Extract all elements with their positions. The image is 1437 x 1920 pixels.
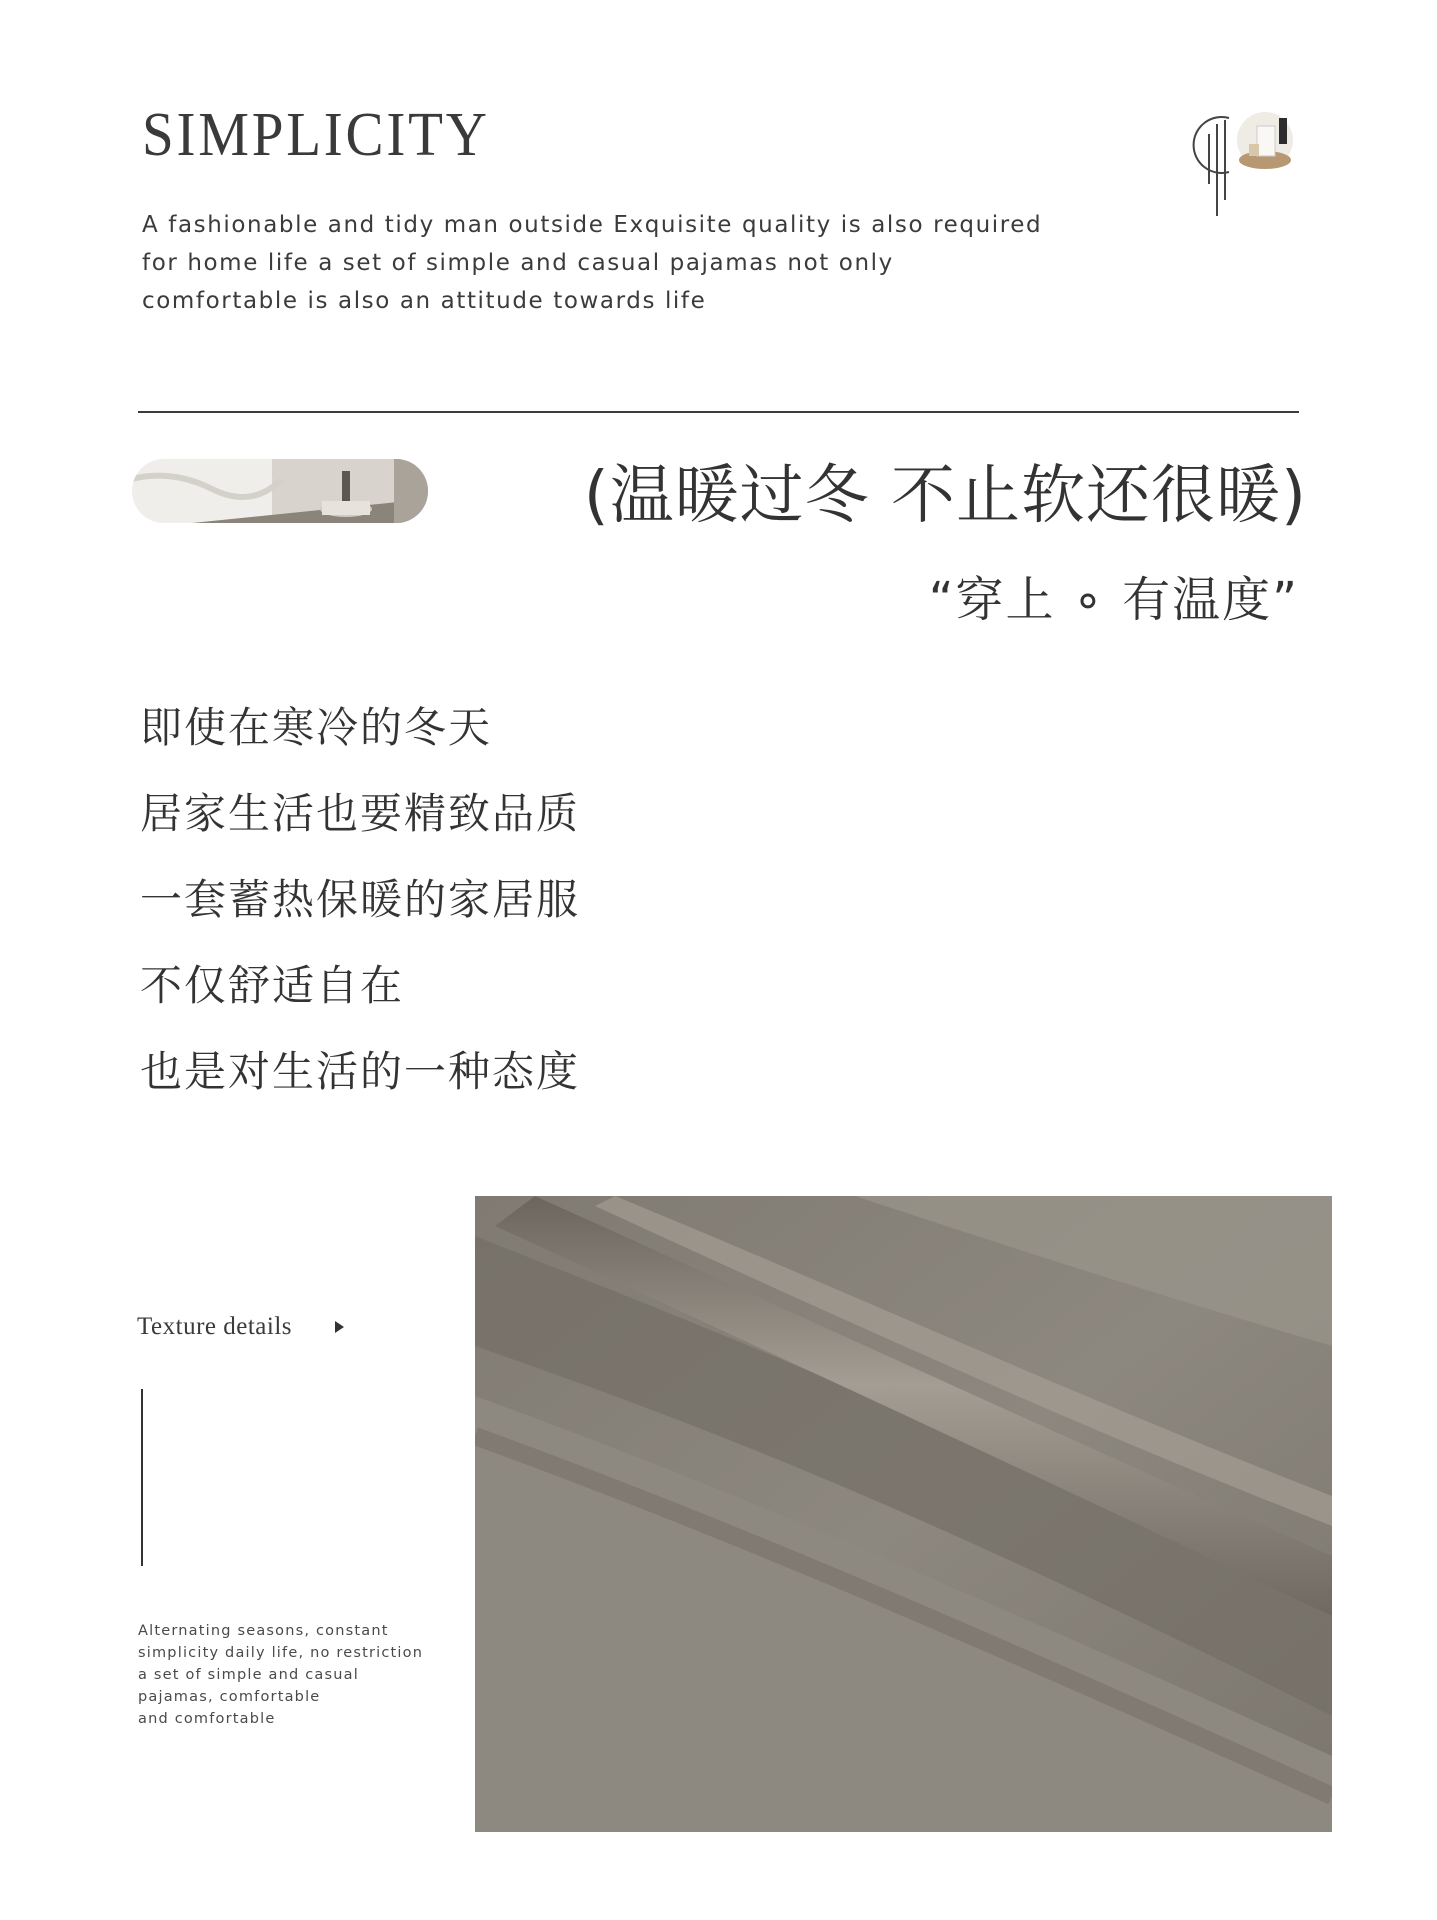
description-line: and comfortable: [138, 1711, 276, 1727]
description-line: Alternating seasons, constant: [138, 1623, 389, 1639]
decorative-logo-icon: [1185, 104, 1305, 224]
intro-line: for home life a set of simple and casual pajamas not only: [142, 250, 894, 276]
description-line: pajamas, comfortable: [138, 1689, 321, 1705]
play-arrow-icon: [335, 1321, 344, 1333]
poem-line: 一套蓄热保暖的家居服: [140, 875, 581, 924]
texture-description: [138, 1620, 458, 1730]
description-line: a set of simple and casual: [138, 1667, 359, 1683]
poem-line: 居家生活也要精致品质: [140, 789, 581, 838]
poem-line: 不仅舒适自在: [140, 961, 405, 1010]
brand-title: SIMPLICITY: [142, 101, 490, 169]
subheadline: “穿上 ∘ 有温度”: [928, 572, 1299, 628]
headline: (温暖过冬 不止软还很暖): [583, 459, 1307, 533]
description-line: simplicity daily life, no restriction: [138, 1645, 424, 1661]
vertical-rule: [141, 1389, 143, 1566]
intro-line: comfortable is also an attitude towards life: [142, 288, 707, 314]
poem-block: [140, 696, 580, 1126]
interior-photo-pill: [132, 459, 428, 523]
texture-details-label: Texture details: [137, 1313, 292, 1340]
poem-line: 也是对生活的一种态度: [140, 1047, 581, 1096]
fabric-texture-photo: [475, 1196, 1332, 1832]
intro-paragraph: [142, 206, 1102, 320]
poem-line: 即使在寒冷的冬天: [140, 703, 493, 752]
section-divider: [138, 411, 1299, 413]
intro-line: A fashionable and tidy man outside Exquisite quality is also required: [142, 212, 1043, 238]
